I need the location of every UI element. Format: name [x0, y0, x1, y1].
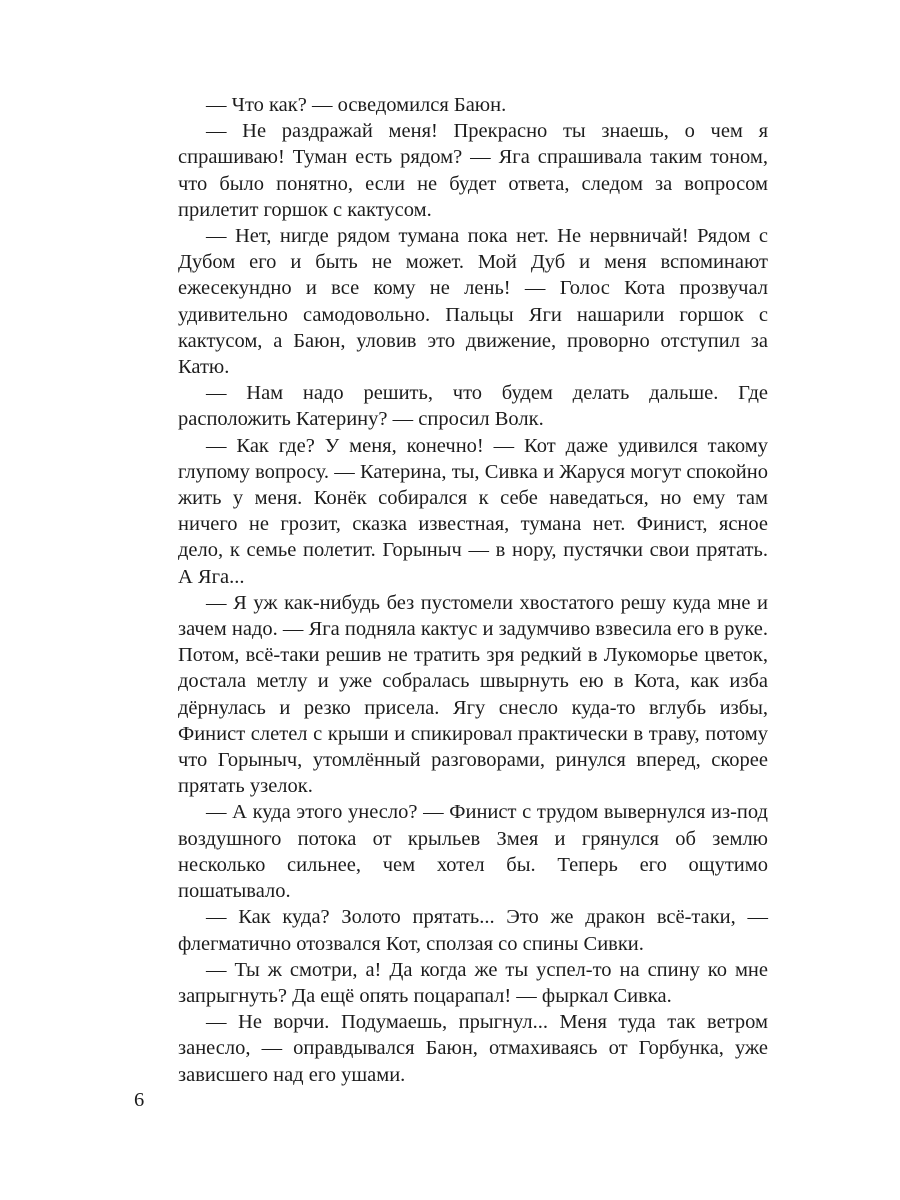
paragraph: — Я уж как-нибудь без пустомели хвостатого решу куда мне и зачем надо. — Яга подняла кактус и задумчиво взвесила его в руке. Потом, всё-таки решив не тратить зря редкий в Лукоморье цветок, достала метлу и уже собралась швырнуть ею в Кота, как изба дёрнулась и резко присела. Ягу снесло куда-то вглубь избы, Финист слетел с крыши и спикировал практически в траву, потому что Горыныч, утомлённый разговорами, ринулся вперед, скорее прятать узелок.: [178, 591, 768, 798]
paragraph: — Не ворчи. Подумаешь, прыгнул... Меня туда так ветром занесло, — оправдывался Баюн, отмахиваясь от Горбунка, уже зависшего над его ушами.: [178, 1011, 768, 1086]
paragraph: — Ты ж смотри, а! Да когда же ты успел-то на спину ко мне запрыгнуть? Да ещё опять поцарапал! — фыркал Сивка.: [178, 958, 768, 1007]
paragraph: — Как где? У меня, конечно! — Кот даже удивился такому глупому вопросу. — Катерина, ты, Сивка и Жаруся могут спокойно жить у меня. Конёк собирался к себе наведаться, но ему там ничего не грозит, сказка известная, тумана нет. Финист, ясное дело, к семье полетит. Горыныч — в нору, пустячки свои прятать. А Яга...: [178, 434, 768, 588]
paragraph: — Не раздражай меня! Прекрасно ты знаешь, о чем я спрашиваю! Туман есть рядом? — Яга спрашивала таким тоном, что было понятно, если не будет ответа, следом за вопросом прилетит горшок с кактусом.: [178, 120, 768, 221]
paragraph: — А куда этого унесло? — Финист с трудом вывернулся из-под воздушного потока от крыльев Змея и грянулся об землю несколько сильнее, чем хотел бы. Теперь его ощутимо пошатывало.: [178, 801, 768, 903]
paragraph: — Что как? — осведомился Баюн.: [206, 94, 507, 116]
paragraph: — Нам надо решить, что будем делать дальше. Где расположить Катерину? — спросил Волк.: [178, 382, 768, 431]
page-number: 6: [134, 1089, 145, 1111]
body-text: [178, 92, 768, 1088]
paragraph: — Нет, нигде рядом тумана пока нет. Не нервничай! Рядом с Дубом его и быть не может. Мой Дуб и меня вспоминают ежесекундно и все кому не лень! — Голос Кота прозвучал удивительно самодовольно. Пальцы Яги нашарили горшок с кактусом, а Баюн, уловив это движение, проворно отступил за Катю.: [178, 225, 768, 379]
paragraph: — Как куда? Золото прятать... Это же дракон всё-таки, — флегматично отозвался Кот, сползая со спины Сивки.: [178, 906, 768, 955]
